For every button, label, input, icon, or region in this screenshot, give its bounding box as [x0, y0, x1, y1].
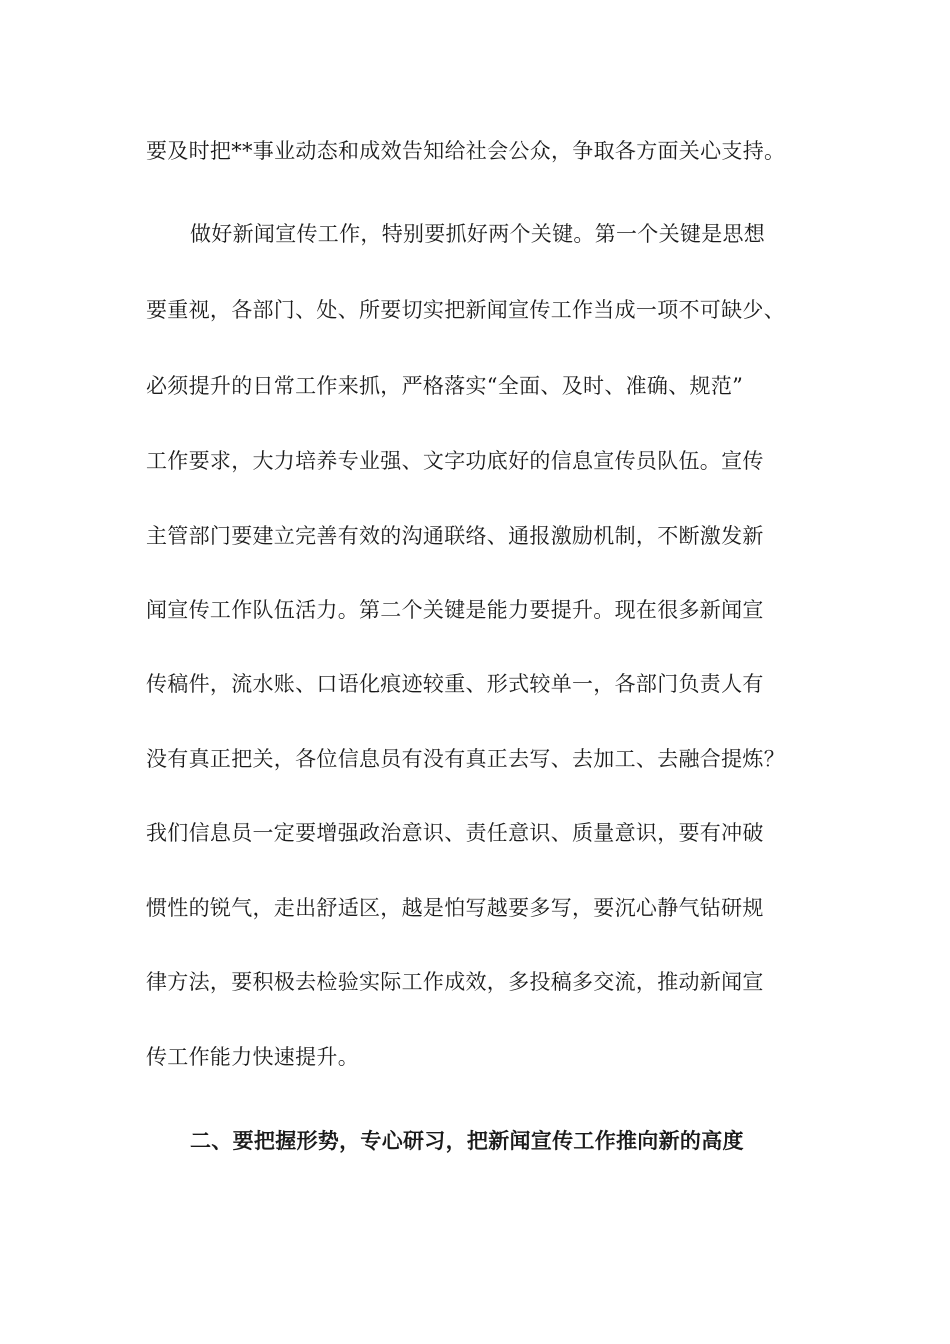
paragraph-line: 惯性的锐气，走出舒适区，越是怕写越要多写，要沉心静气钻研规	[146, 896, 764, 920]
section-heading: 二、要把握形势，专心研习，把新闻宣传工作推向新的高度	[190, 1128, 744, 1153]
paragraph-line: 主管部门要建立完善有效的沟通联络、通报激励机制，不断激发新	[146, 524, 764, 548]
paragraph-line: 要及时把**事业动态和成效告知给社会公众，争取各方面关心支持。	[146, 139, 786, 163]
paragraph-line: 做好新闻宣传工作，特别要抓好两个关键。第一个关键是思想	[190, 222, 766, 246]
paragraph-line: 必须提升的日常工作来抓，严格落实“全面、及时、准确、规范”	[146, 374, 744, 398]
paragraph-line: 要重视，各部门、处、所要切实把新闻宣传工作当成一项不可缺少、	[146, 298, 785, 322]
paragraph-line: 律方法，要积极去检验实际工作成效，多投稿多交流，推动新闻宣	[146, 970, 764, 994]
paragraph-line: 传稿件，流水账、口语化痕迹较重、形式较单一，各部门负责人有	[146, 672, 764, 696]
paragraph-line: 我们信息员一定要增强政治意识、责任意识、质量意识，要有冲破	[146, 821, 764, 845]
paragraph-line: 没有真正把关，各位信息员有没有真正去写、去加工、去融合提炼？	[146, 747, 785, 771]
paragraph-line: 工作要求，大力培养专业强、文字功底好的信息宣传员队伍。宣传	[146, 449, 764, 473]
paragraph-line: 传工作能力快速提升。	[146, 1045, 359, 1069]
paragraph-line: 闻宣传工作队伍活力。第二个关键是能力要提升。现在很多新闻宣	[146, 598, 764, 622]
